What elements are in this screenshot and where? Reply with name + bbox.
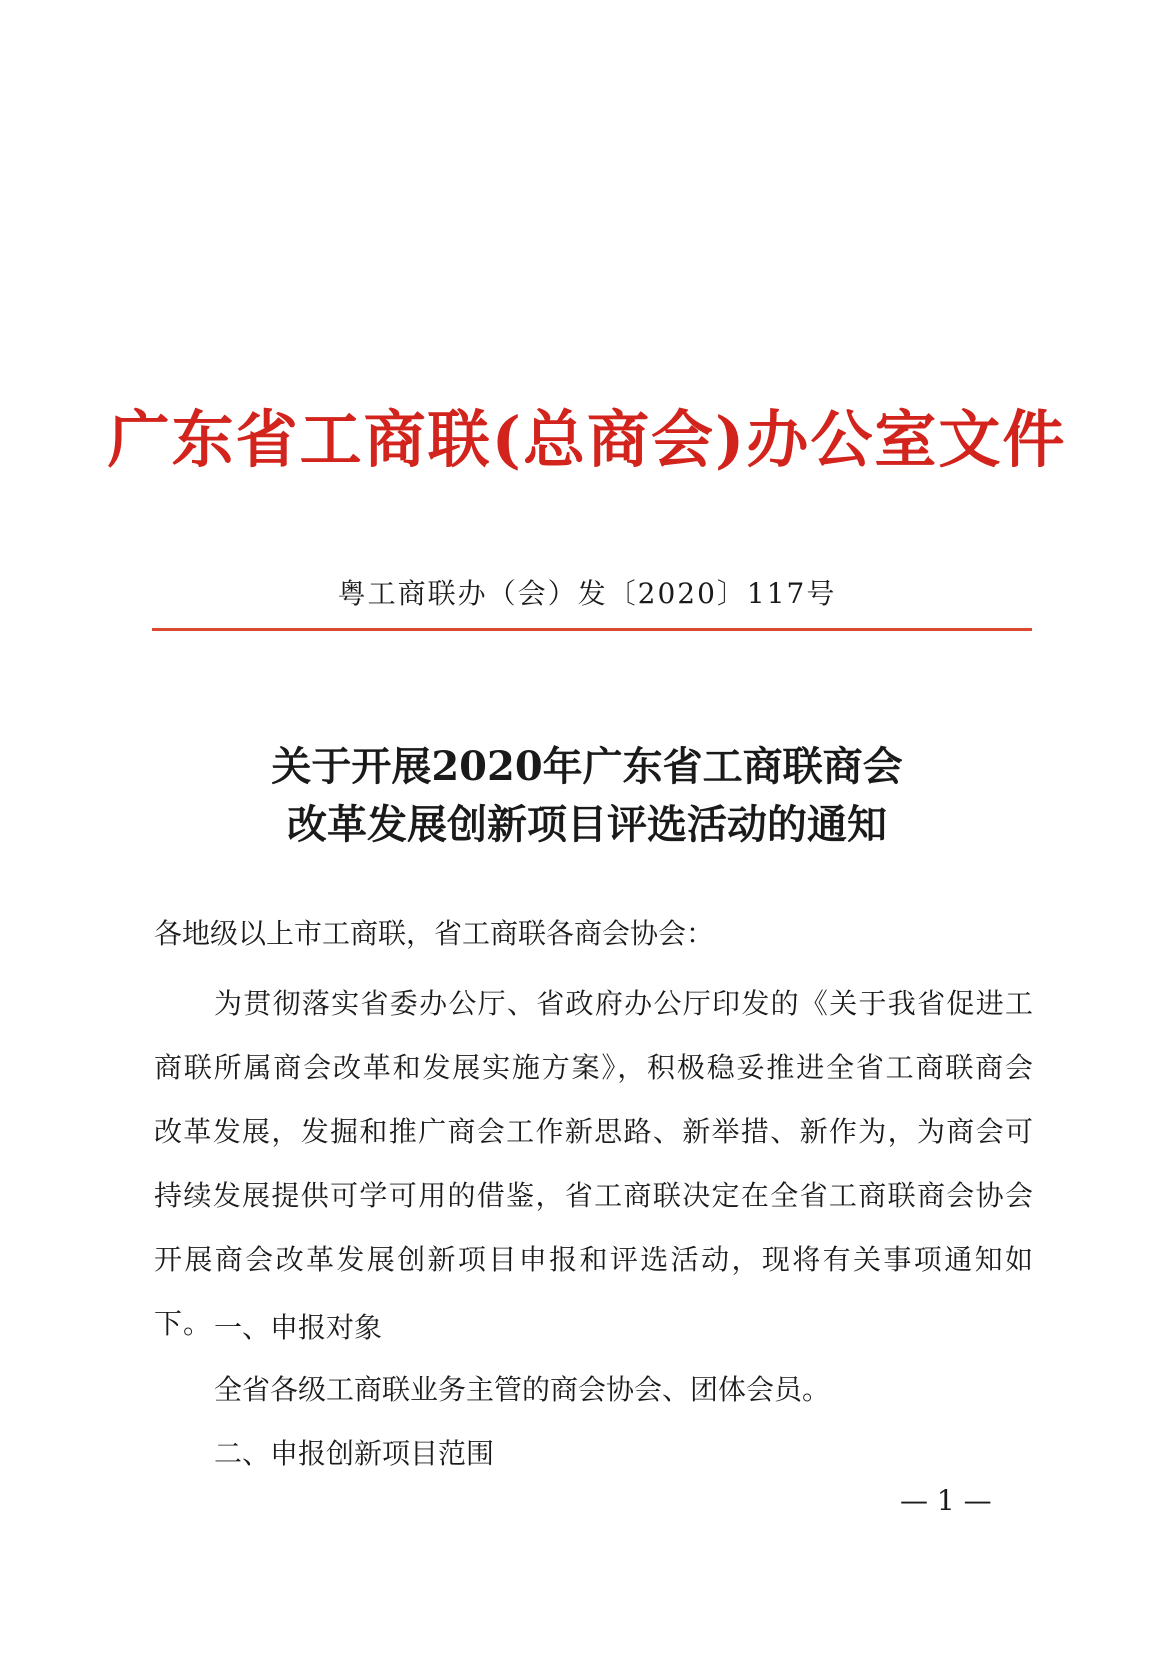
section-2-heading: 二、申报创新项目范围: [214, 1437, 495, 1470]
notice-title-line-1: 关于开展2020年广东省工商联商会: [271, 743, 903, 790]
red-divider-line: [152, 628, 1032, 631]
issuing-office-header: 广东省工商联(总商会)办公室文件: [107, 403, 1067, 476]
body-paragraph: 为贯彻落实省委办公厅、省政府办公厅印发的《关于我省促进工商联所属商会改革和发展实施方案》，积极稳妥推进全省工商联商会改革发展，发掘和推广商会工作新思路、新举措、新作为，为商会可持续发展提供可学可用的借鉴，省工商联决定在全省工商联商会协会开展商会改革发展创新项目申报和评选活动，现将有关事项通知如下。: [154, 987, 1034, 1340]
document-number: 粤工商联办（会）发〔2020〕117号: [337, 577, 837, 610]
notice-title-line-2: 改革发展创新项目评选活动的通知: [287, 801, 887, 848]
page-number: — 1 —: [900, 1484, 992, 1517]
notice-title: [0, 738, 1174, 854]
section-1-heading: 一、申报对象: [214, 1311, 383, 1344]
salutation: 各地级以上市工商联，省工商联各商会协会：: [154, 917, 715, 950]
section-1-text: 全省各级工商联业务主管的商会协会、团体会员。: [214, 1373, 831, 1406]
